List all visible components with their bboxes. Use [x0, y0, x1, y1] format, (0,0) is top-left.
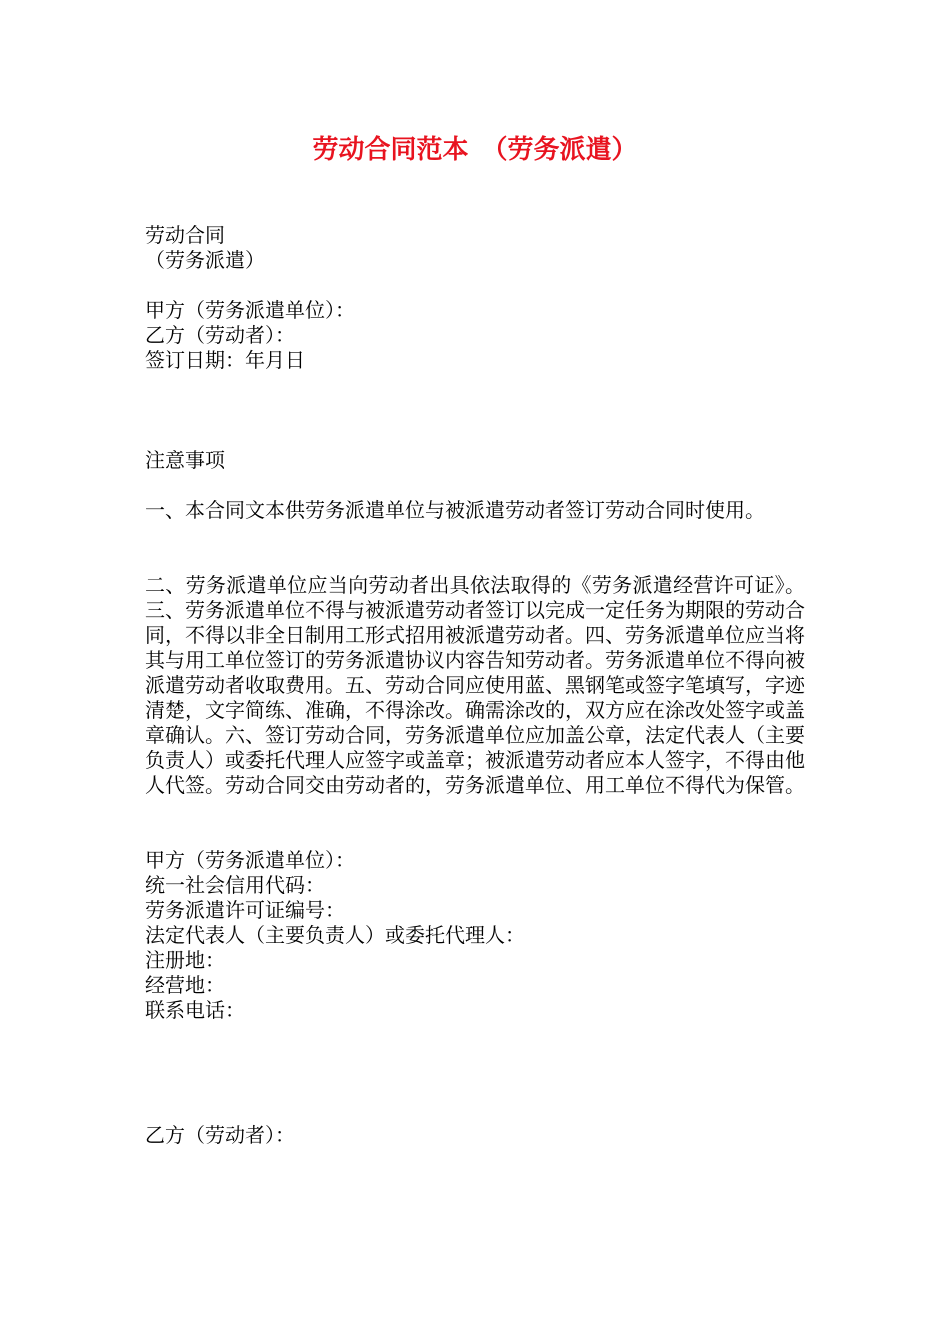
business-address-field: 经营地：	[145, 973, 225, 997]
party-b-label: 乙方（劳动者）：	[145, 323, 295, 347]
spacer	[145, 523, 805, 573]
spacer	[145, 798, 805, 848]
notice-heading: 注意事项	[145, 448, 225, 472]
phone-field: 联系电话：	[145, 998, 245, 1022]
spacer	[145, 373, 805, 448]
document-title: 劳动合同范本 （劳务派遣）	[312, 135, 638, 165]
credit-code-field: 统一社会信用代码：	[145, 873, 325, 897]
document-body	[145, 223, 805, 1148]
party-a-label: 甲方（劳务派遣单位）：	[145, 298, 355, 322]
representative-field: 法定代表人（主要负责人）或委托代理人：	[145, 923, 525, 947]
license-number-field: 劳务派遣许可证编号：	[145, 898, 345, 922]
spacer	[145, 473, 805, 498]
notice-item-1: 一、本合同文本供劳务派遣单位与被派遣劳动者签订劳动合同时使用。	[145, 498, 765, 522]
header-line-2: （劳务派遣）	[145, 248, 265, 272]
sign-date-label: 签订日期：年月日	[145, 348, 305, 372]
spacer	[145, 1023, 805, 1123]
notice-item-2: 二、劳务派遣单位应当向劳动者出具依法取得的《劳务派遣经营许可证》。三、劳务派遣单位不得与被派遣劳动者签订以完成一定任务为期限的劳动合同，不得以非全日制用工形式招用被派遣劳动者。四、劳务派遣单位应当将其与用工单位签订的劳务派遣协议内容告知劳动者。劳务派遣单位不得向被派遣劳动者收取费用。五、劳动合同应使用蓝、黑钢笔或签字笔填写，字迹清楚，文字简练、准确，不得涂改。确需涂改的，双方应在涂改处签字或盖章确认。六、签订劳动合同，劳务派遣单位应加盖公章，法定代表人（主要负责人）或委托代理人应签字或盖章；被派遣劳动者应本人签字，不得由他人代签。劳动合同交由劳动者的，劳务派遣单位、用工单位不得代为保管。	[145, 573, 805, 797]
party-a-info-heading: 甲方（劳务派遣单位）：	[145, 848, 355, 872]
registered-address-field: 注册地：	[145, 948, 225, 972]
header-line-1: 劳动合同	[145, 223, 225, 247]
spacer	[145, 273, 805, 298]
party-b-info-heading: 乙方（劳动者）：	[145, 1123, 295, 1147]
